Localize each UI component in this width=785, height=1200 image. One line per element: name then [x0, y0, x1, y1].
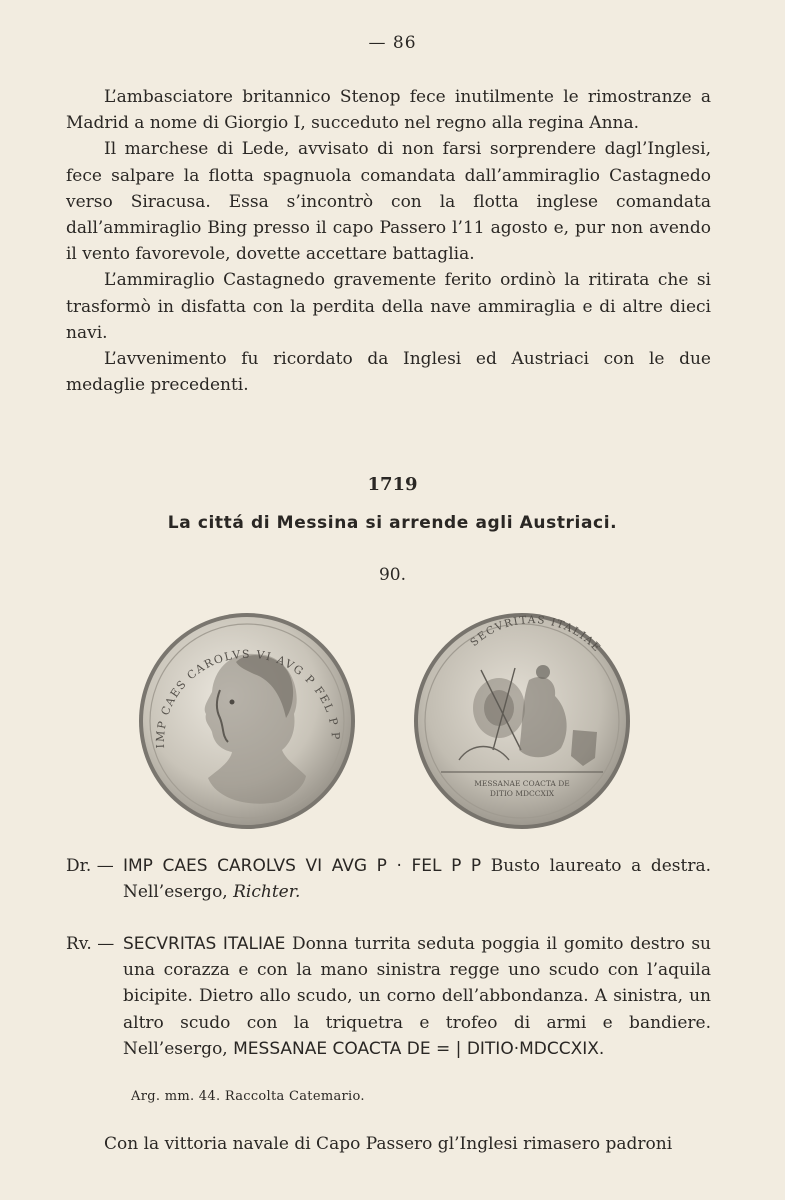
reverse-legend: SECVRITAS ITALIAE — [468, 614, 604, 655]
obverse-text: Busto laureato a destra. Nell’esergo, — [123, 856, 712, 903]
closing-text — [66, 1131, 711, 1157]
provenance-note: Arg. mm. 44. Raccolta Catemario. — [131, 1089, 365, 1104]
bust-icon — [205, 654, 306, 804]
medal-reverse-image — [411, 610, 633, 832]
engraver-signature: Richter. — [233, 882, 301, 903]
medal-obverse-image — [136, 610, 358, 832]
reverse-description — [66, 931, 711, 1062]
paragraph: Il marchese di Lede, avvisato di non farsi sorprendere dagl’Inglesi, fece salpare la flotta spagnuola comandata dall’ammiraglio Castagnedo verso Siracusa. Essa s’incontrò con la flotta inglese comandata dall’ammiraglio Bing presso il capo Passero l’11 agosto e, pur non avendo il vento favorevole, dovette accettare battaglia. — [66, 139, 711, 265]
reverse-legend-text: SECVRITAS ITALIAE — [123, 934, 286, 954]
reverse-exergue-text: MESSANAE COACTA DE = | DITIO·MDCCXIX. — [233, 1038, 605, 1059]
section-title: La cittá di Messina si arrende agli Austriaci. — [167, 513, 618, 533]
paragraph: Con la vittoria navale di Capo Passero gl’Inglesi rimasero padroni — [104, 1134, 673, 1154]
reverse-text: Donna turrita seduta poggia il gomito destro su una corazza e con la mano sinistra regge uno scudo con l’aquila bicipite. Dietro allo scudo, un corno dell’abbondanza. A sinistra, un altro scudo con la triquetra e trofeo di armi e bandiere. Nell’esergo, — [123, 934, 711, 1059]
catalog-number: 90. — [378, 565, 407, 585]
intro-text — [66, 84, 711, 398]
obverse-label: Dr. — — [66, 856, 114, 876]
obverse-legend-text: IMP CAES CAROLVS VI AVG P · FEL P P — [123, 856, 482, 876]
reverse-label: Rv. — — [66, 934, 115, 954]
obverse-legend: IMP CAES CAROLVS VI AVG P FEL P P — [153, 647, 343, 749]
obverse-description — [66, 853, 711, 905]
reverse-exergue-line2: DITIO MDCCXIX — [489, 789, 555, 798]
paragraph: L’ammiraglio Castagnedo gravemente ferito ordinò la ritirata che si trasformò in disfatta con la perdita della nave ammiraglia e di altre dieci navi. — [66, 270, 711, 343]
paragraph: L’avvenimento fu ricordato da Inglesi ed Austriaci con le due medaglie precedenti. — [66, 349, 711, 396]
section-year: 1719 — [367, 474, 418, 495]
paragraph: L’ambasciatore britannico Stenop fece inutilmente le rimostranze a Madrid a nome di Giorgio I, succeduto nel regno alla regina Anna. — [66, 87, 711, 134]
page-number: — 86 — [368, 33, 417, 53]
reverse-exergue-line1: MESSANAE COACTA DE — [474, 779, 570, 788]
